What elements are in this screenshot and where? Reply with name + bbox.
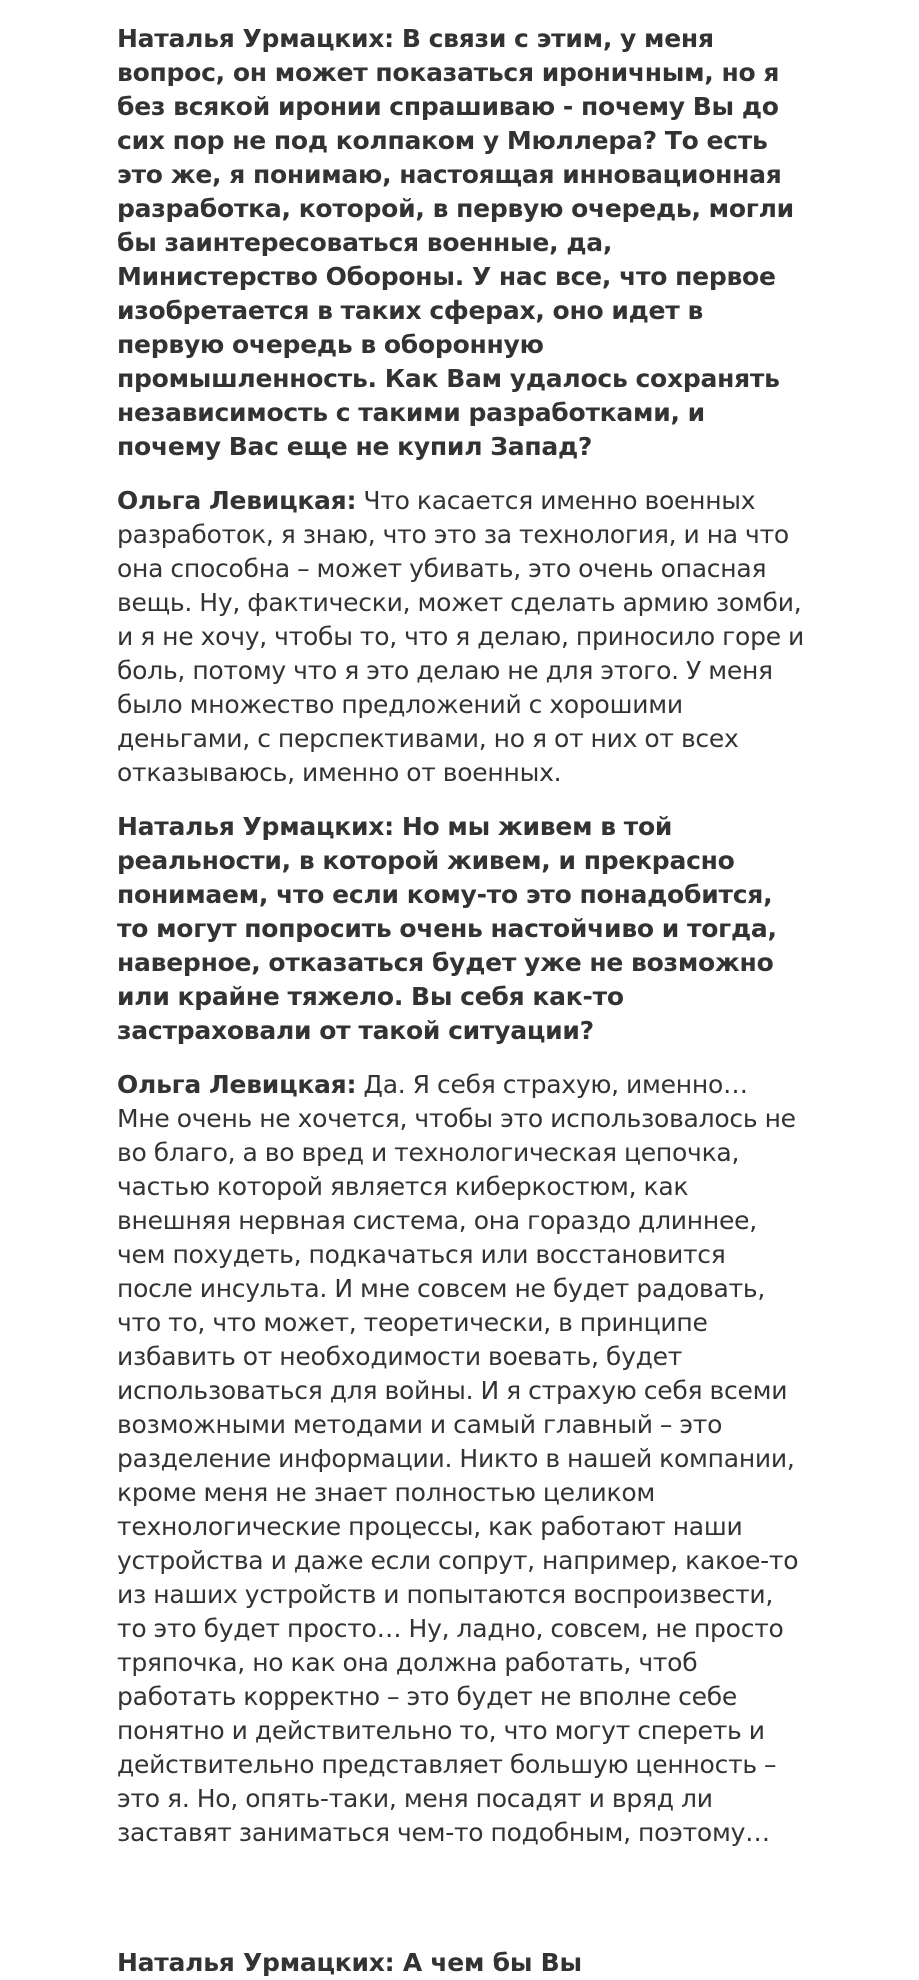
- interview-article: [117, 22, 807, 1870]
- question-paragraph: [117, 810, 807, 1048]
- speaker-name: Ольга Левицкая:: [117, 486, 357, 515]
- cut-off-previous-line: [117, 0, 807, 4]
- question-text: В связи с этим, у меня вопрос, он может показаться ироничным, но я без всякой иронии спрашиваю - почему Вы до сих пор не под колпаком у Мюллера? То есть это же, я понимаю, настоящая инновационная разработка, которой, в первую очередь, могли бы заинтересоваться военные, да, Министерство Обороны. У нас все, что первое изобретается в таких сферах, оно идет в первую очередь в оборонную промышленность. Как Вам удалось сохранять независимость с такими разработками, и почему Вас еще не купил Запад?: [117, 24, 794, 461]
- answer-paragraph: [117, 1068, 807, 1850]
- answer-paragraph: [117, 484, 807, 790]
- answer-text: Что касается именно военных разработок, я знаю, что это за технология, и на что она способна – может убивать, это очень опасная вещь. Ну, фактически, может сделать армию зомби, и я не хочу, чтобы то, что я делаю, приносило горе и боль, потому что я это делаю не для этого. У меня было множество предложений с хорошими деньгами, с перспективами, но я от них от всех отказываюсь, именно от военных.: [117, 486, 805, 787]
- speaker-name: Наталья Урмацких:: [117, 24, 394, 53]
- question-paragraph: [117, 22, 807, 464]
- speaker-name: Наталья Урмацких:: [117, 812, 394, 841]
- cut-off-next-line: [117, 1946, 807, 1977]
- question-text: Но мы живем в той реальности, в которой живем, и прекрасно понимаем, что если кому-то это понадобится, то могут попросить очень настойчиво и тогда, наверное, отказаться будет уже не возможно или крайне тяжело. Вы себя как-то застраховали от такой ситуации?: [117, 812, 777, 1045]
- next-question-fragment: Наталья Урмацких: А чем бы Вы: [117, 1948, 582, 1977]
- speaker-name: Ольга Левицкая:: [117, 1070, 357, 1099]
- answer-text: Да. Я себя страхую, именно… Мне очень не хочется, чтобы это использовалось не во благо, а во вред и технологическая цепочка, частью которой является киберкостюм, как внешняя нервная система, она гораздо длиннее, чем похудеть, подкачаться или восстановится после инсульта. И мне совсем не будет радовать, что то, что может, теоретически, в принципе избавить от необходимости воевать, будет использоваться для войны. И я страхую себя всеми возможными методами и самый главный – это разделение информации. Никто в нашей компании, кроме меня не знает полностью целиком технологические процессы, как работают наши устройства и даже если сопрут, например, какое-то из наших устройств и попытаются воспроизвести, то это будет просто… Ну, ладно, совсем, не просто тряпочка, но как она должна работать, чтоб работать корректно – это будет не вполне себе понятно и действительно то, что могут спереть и действительно представляет большую ценность – это я. Но, опять-таки, меня посадят и вряд ли заставят заниматься чем-то подобным, поэтому…: [117, 1070, 799, 1847]
